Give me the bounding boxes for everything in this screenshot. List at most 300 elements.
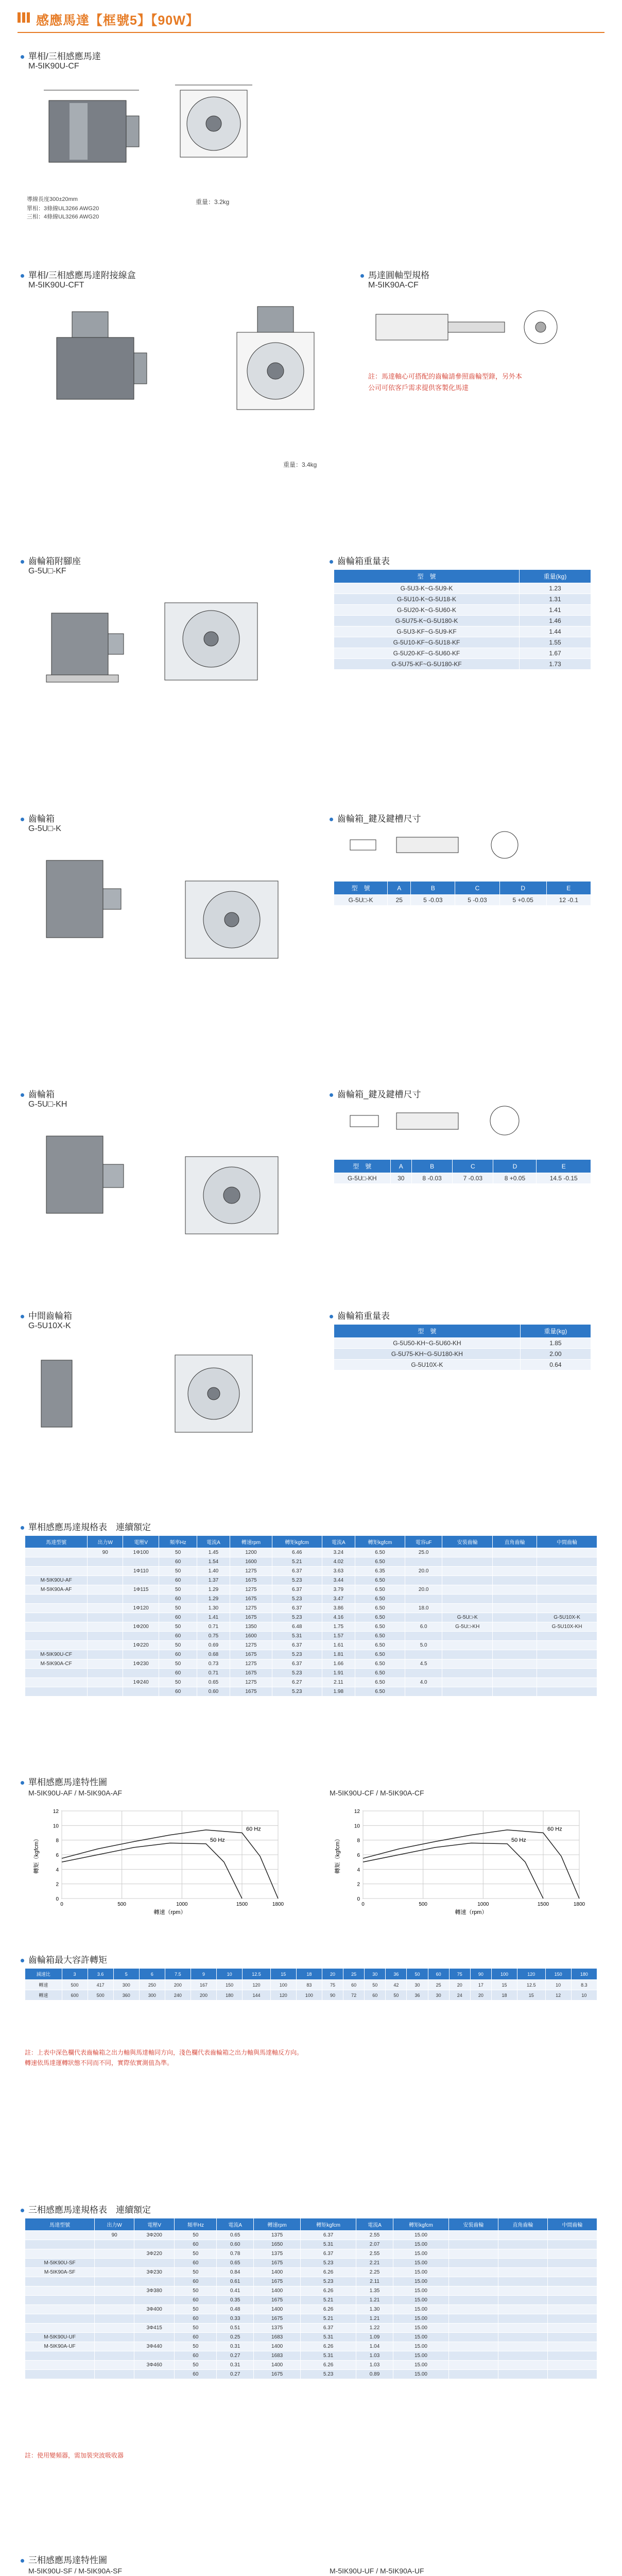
spec-cell: 15.00 (393, 2333, 448, 2342)
spec-gear (537, 1641, 597, 1650)
spec-cell (134, 2259, 175, 2268)
spec-cell: 1650 (254, 2240, 301, 2249)
spec-cell (88, 1567, 123, 1576)
gear-weight-cell: G-5U20-K~G-5U60-K (334, 605, 520, 616)
spec-cell: 0.71 (197, 1669, 230, 1678)
table-row (334, 648, 591, 659)
spec-cell: 6.50 (355, 1548, 405, 1557)
spec-gear (537, 1585, 597, 1595)
spec-cell: 60 (175, 2314, 217, 2324)
spec-gear (442, 1678, 493, 1687)
gear-speed: 240 (165, 1990, 191, 2001)
spec-header: 出力W (95, 2218, 134, 2231)
spec-cell: 1675 (254, 2259, 301, 2268)
spec-cell: 60 (175, 2277, 217, 2286)
table-row (25, 2277, 597, 2286)
spec-model (25, 1557, 88, 1567)
spec-gear (498, 2361, 547, 2370)
spec-gear (537, 1604, 597, 1613)
spec-cell: 60 (159, 1576, 197, 1585)
spec-cell (95, 2370, 134, 2379)
spec-cell: 0.68 (197, 1650, 230, 1659)
spec-cell: 15.00 (393, 2351, 448, 2361)
spec-cell: 6.50 (355, 1632, 405, 1641)
spec-cell (134, 2314, 175, 2324)
spec-model (25, 1669, 88, 1678)
spec-cell: 6.35 (355, 1567, 405, 1576)
spec-cell: 3Φ380 (134, 2286, 175, 2296)
spec-cell (123, 1613, 159, 1622)
spec-cell: 6.50 (355, 1595, 405, 1604)
spec-cell: 6.50 (355, 1669, 405, 1678)
spec-model (25, 2361, 95, 2370)
spec-model (25, 2249, 95, 2259)
spec-cell: 1675 (254, 2314, 301, 2324)
table-row (25, 1650, 597, 1659)
table-row (25, 1678, 597, 1687)
spec-cell: 90 (95, 2231, 134, 2240)
table-row (25, 1669, 597, 1678)
spec-cell: 6.26 (301, 2268, 356, 2277)
spec-header: 直角齒輪 (498, 2218, 547, 2231)
key-cell: 8 -0.03 (411, 1173, 452, 1184)
spec-model (25, 2314, 95, 2324)
gear-speed: 144 (243, 1990, 271, 2001)
spec-gear (547, 2249, 597, 2259)
spec-header: 安裝齒輪 (449, 2218, 498, 2231)
spec-cell: 5.0 (405, 1641, 442, 1650)
spec-cell: 2.25 (356, 2268, 393, 2277)
spec-cell: 6.27 (272, 1678, 322, 1687)
gear-speed: 60 (365, 1990, 386, 2001)
spec-cell (88, 1641, 123, 1650)
spec-gear (498, 2231, 547, 2240)
spec-cell (405, 1576, 442, 1585)
table-row (25, 2240, 597, 2249)
spec-cell: 1200 (230, 1548, 272, 1557)
table-row (334, 659, 591, 670)
spec-cell: 1.09 (356, 2333, 393, 2342)
gear-ratio: 7.5 (165, 1969, 191, 1980)
spec-cell: 1600 (230, 1557, 272, 1567)
key-cell: 14.5 -0.15 (537, 1173, 591, 1184)
section-title-key-kh: 齒輪箱_鍵及鍵槽尺寸 (330, 1087, 421, 1100)
spec-cell: 4.0 (405, 1678, 442, 1687)
spec-cell: 1375 (254, 2249, 301, 2259)
gear-speed: 20 (470, 1990, 491, 2001)
spec-gear (442, 1687, 493, 1697)
x-tick: 0 (361, 1902, 365, 1907)
table-row (25, 2351, 597, 2361)
spec-cell: 1400 (254, 2342, 301, 2351)
spec-cell (95, 2333, 134, 2342)
table-row (334, 1360, 591, 1370)
spec-cell: 1400 (254, 2268, 301, 2277)
section-title-gear-torque: 齒輪箱最大容許轉矩 (21, 1953, 107, 1965)
spec-cell: 18.0 (405, 1604, 442, 1613)
spec-gear (547, 2370, 597, 2379)
spec-gear (442, 1632, 493, 1641)
spec-cell: 6.50 (355, 1576, 405, 1585)
spec-cell: 1Φ115 (123, 1585, 159, 1595)
key-header: C (453, 1160, 493, 1173)
spec-cell (95, 2259, 134, 2268)
spec-cell: 6.37 (272, 1567, 322, 1576)
spec-gear (498, 2286, 547, 2296)
spec-header: 電壓V (134, 2218, 175, 2231)
spec-cell (95, 2296, 134, 2305)
spec-cell: 6.50 (355, 1641, 405, 1650)
spec-gear (547, 2324, 597, 2333)
spec-gear (547, 2305, 597, 2314)
spec-cell (95, 2351, 134, 2361)
spec-cell: 3Φ230 (134, 2268, 175, 2277)
spec-cell: 60 (159, 1613, 197, 1622)
table-row (25, 2342, 597, 2351)
spec-cell: 5.21 (301, 2296, 356, 2305)
spec-gear (493, 1576, 537, 1585)
spec-gear (547, 2268, 597, 2277)
series-label: 50 Hz (210, 1837, 225, 1843)
wire-three: 三相：4條線UL3266 AWG20 (27, 214, 99, 220)
key-cell: 12 -0.1 (546, 895, 591, 906)
gear-foot-drawing (21, 582, 309, 701)
spec-cell: 15.00 (393, 2231, 448, 2240)
spec-gear (493, 1632, 537, 1641)
spec-gear (449, 2333, 498, 2342)
spec-cell (88, 1557, 123, 1567)
spec-gear (493, 1641, 537, 1650)
gear-ratio: 3 (62, 1969, 88, 1980)
spec-cell (95, 2249, 134, 2259)
spec-cell: 1Φ120 (123, 1604, 159, 1613)
spec-gear (537, 1557, 597, 1567)
spec-gear (449, 2351, 498, 2361)
spec-gear (537, 1687, 597, 1697)
spec-header: 轉矩kgfcm (272, 1536, 322, 1548)
spec-cell: 0.75 (197, 1632, 230, 1641)
gear-weight-cell: 1.44 (520, 626, 591, 637)
table-row (25, 1980, 597, 1990)
section-title-three-curve: 三相感應馬達特性圖 (21, 2553, 107, 2566)
spec-cell: 50 (175, 2231, 217, 2240)
table-row (25, 2296, 597, 2305)
spec-cell (134, 2240, 175, 2249)
table-row (25, 1990, 597, 2001)
spec-cell: 3Φ220 (134, 2249, 175, 2259)
section-title-motor: 單相/三相感應馬達 (21, 49, 101, 62)
spec-cell: 6.48 (272, 1622, 322, 1632)
spec-gear (537, 1548, 597, 1557)
spec-cell: 1675 (254, 2277, 301, 2286)
key-header: B (411, 882, 455, 895)
spec-cell: 6.37 (301, 2324, 356, 2333)
spec-cell (88, 1650, 123, 1659)
spec-cell: 1.98 (322, 1687, 355, 1697)
table-row (334, 594, 591, 605)
spec-gear (493, 1604, 537, 1613)
table-row (25, 2324, 597, 2333)
spec-cell: 1675 (254, 2296, 301, 2305)
spec-cell: 0.78 (217, 2249, 254, 2259)
spec-cell: 1Φ230 (123, 1659, 159, 1669)
table-row (25, 1585, 597, 1595)
x-axis-label: 轉速（rpm） (153, 1909, 186, 1916)
gear-speed: 120 (270, 1990, 296, 2001)
spec-cell: 1675 (230, 1576, 272, 1585)
key-header: E (546, 882, 591, 895)
spec-cell: 5.23 (301, 2259, 356, 2268)
table-row (25, 1604, 597, 1613)
x-tick: 0 (60, 1902, 63, 1907)
spec-cell: 25.0 (405, 1548, 442, 1557)
spec-gear (493, 1567, 537, 1576)
y-tick: 4 (56, 1867, 59, 1873)
spec-header: 中間齒輪 (547, 2218, 597, 2231)
spec-cell: 5.23 (272, 1613, 322, 1622)
spec-gear (547, 2231, 597, 2240)
gear-ratio: 15 (270, 1969, 296, 1980)
spec-cell: 1.03 (356, 2351, 393, 2361)
spec-cell: 5.31 (301, 2351, 356, 2361)
spec-gear (498, 2277, 547, 2286)
gear-speed: 50 (365, 1980, 386, 1990)
round-shaft-note: 註：馬達軸心可搭配的齒輪請參照齒輪型錄，另外本公司可依客戶需求提供客製化馬達 (368, 372, 523, 392)
section-title-single-spec: 單相感應馬達規格表 連續額定 (21, 1520, 151, 1533)
spec-cell: 60 (159, 1669, 197, 1678)
spec-gear (498, 2370, 547, 2379)
key-cell: 25 (388, 895, 411, 906)
gear-weight-2-cell: 1.85 (520, 1338, 591, 1349)
x-tick: 1800 (272, 1902, 284, 1907)
model-gearbox: G-5U□-K (28, 824, 61, 833)
spec-header: 頻率Hz (175, 2218, 217, 2231)
spec-gear (537, 1576, 597, 1585)
col-weight-2: 重量(kg) (520, 1325, 591, 1338)
spec-model (25, 2277, 95, 2286)
spec-cell (88, 1622, 123, 1632)
spec-cell: 6.26 (301, 2342, 356, 2351)
spec-gear (449, 2314, 498, 2324)
spec-gear (547, 2342, 597, 2351)
spec-gear (537, 1632, 597, 1641)
section-title-single-curve: 單相感應馬達特性圖 (21, 1775, 107, 1788)
gear-ratio: 5 (113, 1969, 139, 1980)
spec-model (25, 2296, 95, 2305)
gear-speed: 100 (270, 1980, 296, 1990)
spec-cell: 1Φ240 (123, 1678, 159, 1687)
key-header: A (390, 1160, 411, 1173)
spec-cell (134, 2333, 175, 2342)
spec-model: M-5IK90A-AF (25, 1585, 88, 1595)
spec-cell: 5.23 (272, 1650, 322, 1659)
spec-cell: 1.03 (356, 2361, 393, 2370)
gear-speed: 10 (571, 1990, 597, 2001)
spec-cell: 3.79 (322, 1585, 355, 1595)
spec-cell: 3.47 (322, 1595, 355, 1604)
spec-cell: 6.46 (272, 1548, 322, 1557)
spec-model: M-5IK90U-CF (25, 1650, 88, 1659)
col-model: 型 號 (334, 570, 520, 583)
spec-cell: 6.50 (355, 1613, 405, 1622)
spec-model (25, 2351, 95, 2361)
spec-cell: 0.35 (217, 2296, 254, 2305)
spec-gear (442, 1595, 493, 1604)
spec-cell: 1Φ110 (123, 1567, 159, 1576)
spec-cell (134, 2296, 175, 2305)
spec-model (25, 2305, 95, 2314)
gear-speed: 120 (243, 1980, 271, 1990)
gear-speed: 12.5 (517, 1980, 546, 1990)
key-cell: 5 -0.03 (411, 895, 455, 906)
col-model-2: 型 號 (334, 1325, 521, 1338)
spec-cell (95, 2277, 134, 2286)
spec-cell: 0.73 (197, 1659, 230, 1669)
spec-cell: 15.00 (393, 2324, 448, 2333)
gear-speed: 10 (545, 1980, 571, 1990)
gear-ratio-label: 減速比 (25, 1969, 62, 1980)
spec-cell: 0.27 (217, 2370, 254, 2379)
page-title: 感應馬達【框號5】【90W】 (36, 13, 199, 28)
chart2-title: M-5IK90U-CF / M-5IK90A-CF (330, 1789, 424, 1797)
gear-torque-table (25, 1968, 597, 2001)
gear-ratio: 20 (322, 1969, 343, 1980)
spec-cell (95, 2305, 134, 2314)
spec-cell: 6.26 (301, 2361, 356, 2370)
spec-gear (493, 1613, 537, 1622)
spec-cell: 1275 (230, 1641, 272, 1650)
table-row (25, 2314, 597, 2324)
gear-ratio: 6 (139, 1969, 165, 1980)
spec-gear (498, 2324, 547, 2333)
spec-cell (123, 1632, 159, 1641)
spec-gear (493, 1678, 537, 1687)
spec-gear (498, 2342, 547, 2351)
three-spec-table (25, 2218, 597, 2379)
spec-model (25, 1613, 88, 1622)
spec-cell: 1.81 (322, 1650, 355, 1659)
spec-cell: 5.31 (272, 1632, 322, 1641)
spec-cell: 1.61 (322, 1641, 355, 1650)
spec-cell (95, 2342, 134, 2351)
spec-gear (498, 2268, 547, 2277)
table-row (25, 2361, 597, 2370)
spec-cell: 1Φ100 (123, 1548, 159, 1557)
key-cell: 7 -0.03 (453, 1173, 493, 1184)
key-k-table (334, 881, 591, 906)
spec-cell: 1350 (230, 1622, 272, 1632)
spec-gear (442, 1585, 493, 1595)
spec-cell: 5.31 (301, 2240, 356, 2249)
x-tick: 1500 (236, 1902, 248, 1907)
gearbox-drawing (21, 840, 309, 969)
gear-speed: 300 (139, 1990, 165, 2001)
spec-header: 電壓V (123, 1536, 159, 1548)
spec-cell: 1.45 (197, 1548, 230, 1557)
table-row (25, 1548, 597, 1557)
spec-cell: 4.16 (322, 1613, 355, 1622)
spec-model: M-5IK90A-UF (25, 2342, 95, 2351)
spec-model (25, 1678, 88, 1687)
spec-gear (449, 2259, 498, 2268)
spec-cell: 0.84 (217, 2268, 254, 2277)
model-motor-box: M-5IK90U-CFT (28, 281, 84, 290)
table-row (334, 1349, 591, 1360)
spec-gear (537, 1567, 597, 1576)
spec-gear (547, 2361, 597, 2370)
spec-cell: 2.21 (356, 2259, 393, 2268)
spec-cell: 1.04 (356, 2342, 393, 2351)
y-tick: 12 (53, 1809, 59, 1815)
spec-gear (547, 2314, 597, 2324)
spec-cell: 1675 (230, 1595, 272, 1604)
spec-gear: G-5U□-KH (442, 1622, 493, 1632)
round-shaft-drawing (371, 299, 577, 361)
spec-cell: 50 (175, 2286, 217, 2296)
spec-cell: 5.23 (272, 1669, 322, 1678)
spec-cell: 0.31 (217, 2342, 254, 2351)
gear-ratio: 75 (449, 1969, 470, 1980)
spec-cell (95, 2361, 134, 2370)
spec-cell: 50 (159, 1678, 197, 1687)
spec-cell (88, 1632, 123, 1641)
spec-model (25, 1687, 88, 1697)
spec-cell: 15.00 (393, 2296, 448, 2305)
gear-speed: 250 (139, 1980, 165, 1990)
spec-cell: 0.69 (197, 1641, 230, 1650)
spec-cell (88, 1576, 123, 1585)
table-row (25, 1687, 597, 1697)
spec-cell: 5.23 (301, 2277, 356, 2286)
spec-cell: 5.23 (272, 1687, 322, 1697)
spec-cell: 1.40 (197, 1567, 230, 1576)
spec-model (25, 2240, 95, 2249)
gear-weight-cell: G-5U3-KF~G-5U9-KF (334, 626, 520, 637)
gear-speed: 100 (296, 1990, 322, 2001)
motor-box-drawing (21, 296, 319, 451)
spec-header: 電流A (217, 2218, 254, 2231)
gear-speed: 8.3 (571, 1980, 597, 1990)
weight-motor: 重量：3.2kg (196, 198, 230, 206)
spec-model (25, 1641, 88, 1650)
spec-cell: 1675 (230, 1669, 272, 1678)
col-weight: 重量(kg) (520, 570, 591, 583)
spec-gear (493, 1650, 537, 1659)
three-spec-note: 註：使用變頻器，需加裝突波吸收器 (25, 2452, 124, 2459)
spec-cell: 50 (159, 1604, 197, 1613)
gear-speed: 300 (113, 1980, 139, 1990)
spec-cell: 4.02 (322, 1557, 355, 1567)
spec-cell: 0.27 (217, 2351, 254, 2361)
gear-speed: 360 (113, 1990, 139, 2001)
spec-gear (547, 2240, 597, 2249)
spec-gear (493, 1669, 537, 1678)
spec-gear (442, 1669, 493, 1678)
lead-length: 導線長度300±20mm (27, 196, 78, 202)
gear-weight-cell: G-5U20-KF~G-5U60-KF (334, 648, 520, 659)
spec-header: 直角齒輪 (493, 1536, 537, 1548)
x-tick: 1500 (537, 1902, 549, 1907)
spec-cell (88, 1687, 123, 1697)
spec-gear (547, 2333, 597, 2342)
table-row (334, 583, 591, 594)
spec-cell: 1675 (230, 1613, 272, 1622)
spec-cell: 50 (175, 2324, 217, 2333)
spec-cell: 5.23 (272, 1595, 322, 1604)
gear-ratio: 90 (470, 1969, 491, 1980)
spec-cell: 1.37 (197, 1576, 230, 1585)
gear-speed: 18 (491, 1990, 517, 2001)
